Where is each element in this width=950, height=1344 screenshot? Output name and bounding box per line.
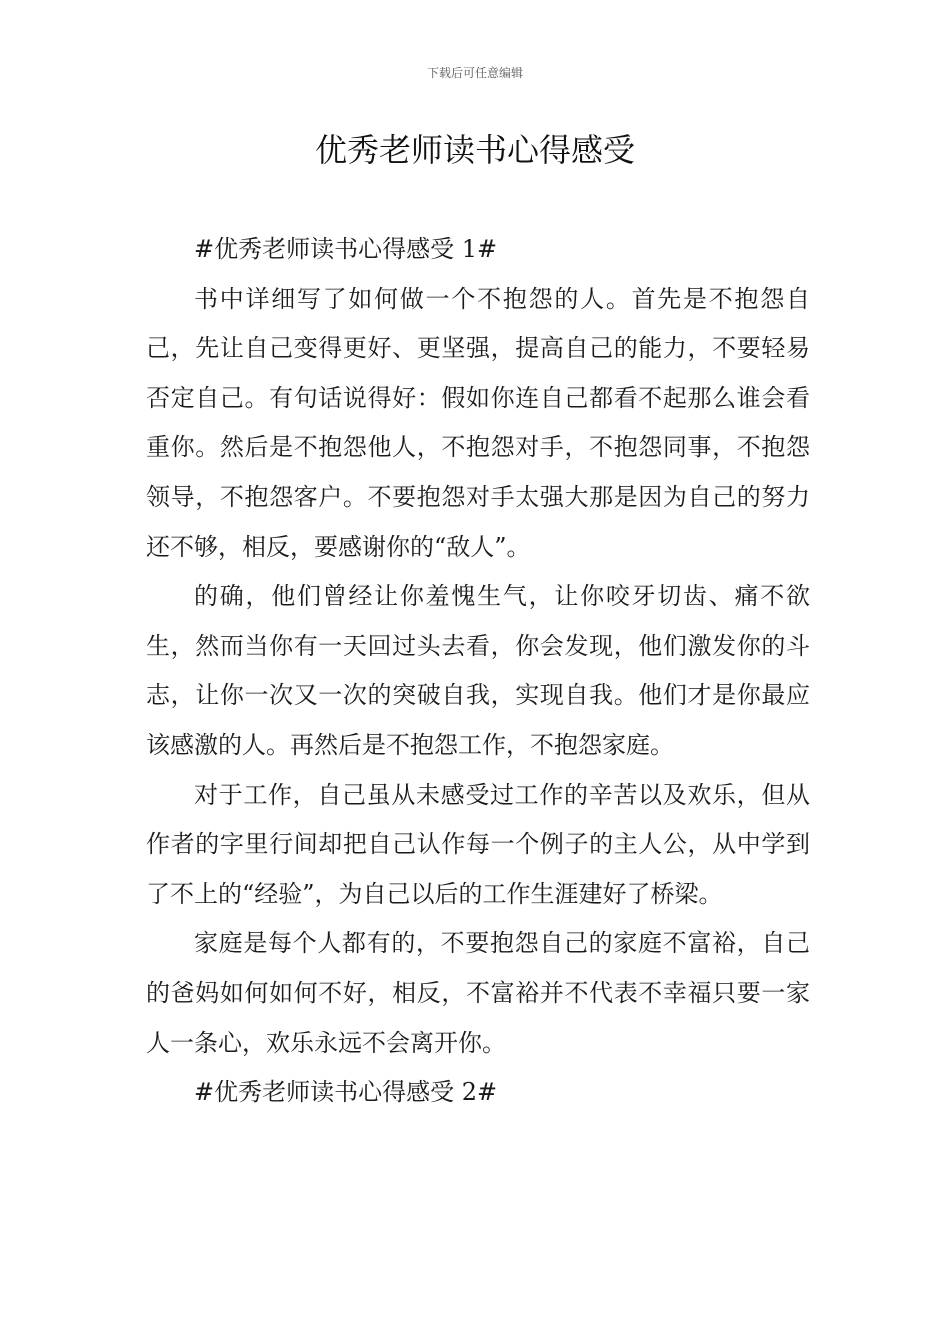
paragraph-4: 家庭是每个人都有的，不要抱怨自己的家庭不富裕，自己的爸妈如何如何不好，相反，不富裕并不代表不幸福只要一家人一条心，欢乐永远不会离开你。 bbox=[146, 929, 810, 1057]
document-title: 优秀老师读书心得感受 bbox=[314, 131, 635, 169]
paragraph-1: 书中详细写了如何做一个不抱怨的人。首先是不抱怨自己，先让自己变得更好、更坚强，提高自己的能力，不要轻易否定自己。有句话说得好：假如你连自己都看不起那么谁会看重你。然后是不抱怨他人，不抱怨对手，不抱怨同事，不抱怨领导，不抱怨客户。不要抱怨对手太强大那是因为自己的努力还不够，相反，要感谢你的“敌人”。 bbox=[146, 284, 810, 561]
paragraph-3: 对于工作，自己虽从未感受过工作的辛苦以及欢乐，但从作者的字里行间却把自己认作每一个例子的主人公，从中学到了不上的“经验”，为自己以后的工作生涯建好了桥梁。 bbox=[146, 780, 810, 908]
page-header-note: 下载后可任意编辑 bbox=[426, 66, 523, 80]
document-body bbox=[146, 225, 810, 1118]
section-heading-1: #优秀老师读书心得感受 1# bbox=[194, 235, 498, 263]
section-heading-2: #优秀老师读书心得感受 2# bbox=[194, 1078, 498, 1107]
paragraph-2: 的确，他们曾经让你羞愧生气，让你咬牙切齿、痛不欲生，然而当你有一天回过头去看，你会发现，他们激发你的斗志，让你一次又一次的突破自我，实现自我。他们才是你最应该感激的人。再然后是不抱怨工作，不抱怨家庭。 bbox=[146, 582, 810, 759]
